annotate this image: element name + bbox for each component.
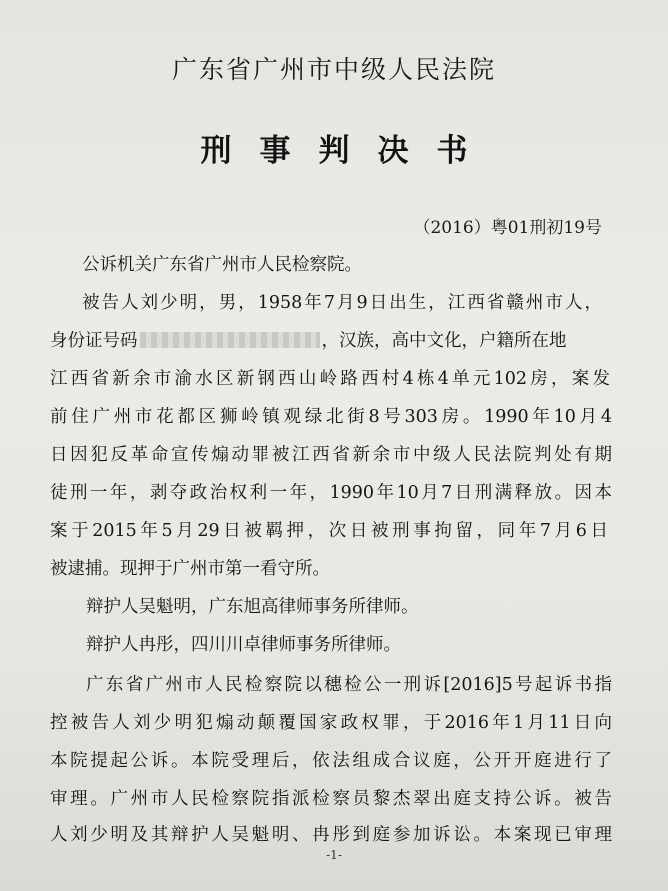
body-line: 被告人刘少明，男，1958年7月9日出生，江西省赣州市人， [82,293,602,313]
body-line: 前住广州市花都区狮岭镇观绿北街8号303房。1990年10月4 [50,407,612,427]
body-line: 江西省新余市渝水区新钢西山岭路西村4栋4单元102房，案发 [50,369,610,389]
body-line: 日因犯反革命宣传煽动罪被江西省新余市中级人民法院判处有期 [50,445,612,465]
body-line: 徒刑一年，剥夺政治权利一年，1990年10月7日刑满释放。因本 [50,483,612,503]
body-line: 广东省广州市人民检察院以穗检公一刑诉[2016]5号起诉书指 [86,675,612,695]
body-line: 案于2015年5月29日被羁押，次日被刑事拘留，同年7月6日 [50,521,608,541]
body-line: 辩护人吴魁明，广东旭高律师事务所律师。 [86,597,419,617]
body-line: 辩护人冉彤，四川川卓律师事务所律师。 [86,635,401,655]
case-number: （2016）粤01刑初19号 [413,218,602,238]
body-line: 公诉机关广东省广州市人民检察院。 [82,255,362,275]
body-line: 本院提起公诉。本院受理后，依法组成合议庭，公开开庭进行了 [50,751,612,771]
id-number-redacted [140,332,320,348]
body-line: 被逮捕。现押于广州市第一看守所。 [50,559,330,579]
page-number: -1- [326,848,342,862]
id-label: 身份证号码 [50,331,138,351]
court-name: 广东省广州市中级人民法院 [171,55,496,84]
body-line: 人刘少明及其辩护人吴魁明、冉彤到庭参加诉讼。本案现已审理 [50,825,612,845]
body-line: 审理。广州市人民检察院指派检察员黎杰翠出庭支持公诉。被告 [50,789,612,809]
document-title: 刑事判决书 [200,133,496,169]
body-line: 控被告人刘少明犯煽动颠覆国家政权罪，于2016年1月11日向 [50,713,612,733]
body-line-id [50,326,610,356]
id-line-rest: ，汉族，高中文化，户籍所在地 [321,331,567,351]
